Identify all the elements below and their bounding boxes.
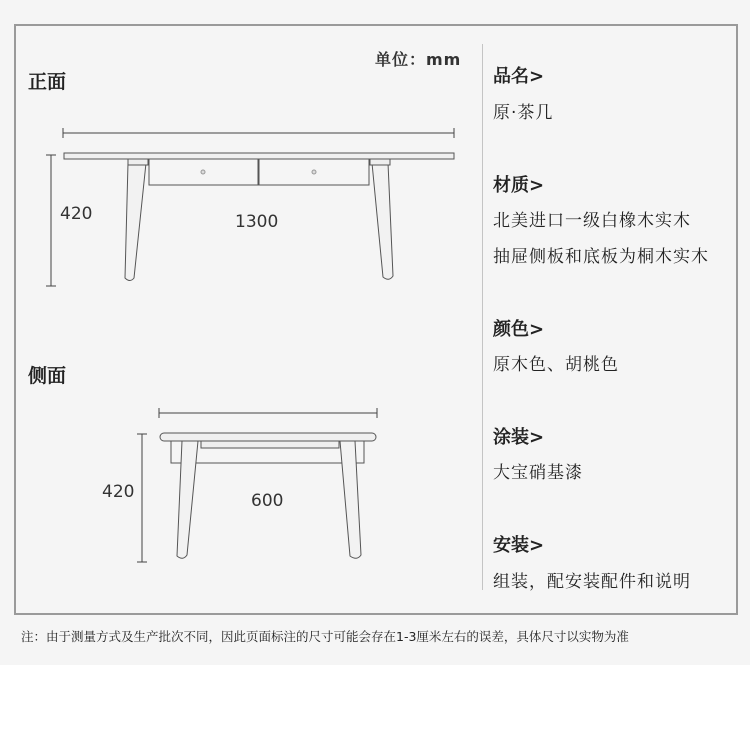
spec-heading-material: 材质>: [493, 175, 545, 196]
spec-value-finish: 大宝硝基漆: [493, 463, 583, 483]
spec-value-name: 原·茶几: [493, 103, 554, 123]
side-height-label: 420: [102, 482, 135, 502]
spec-heading-name: 品名>: [493, 66, 545, 87]
side-view-title: 侧面: [28, 365, 67, 387]
spec-value-assembly: 组装，配安装配件和说明: [493, 572, 691, 592]
footnote: 注：由于测量方式及生产批次不同，因此页面标注的尺寸可能会存在1-3厘米左右的误差，具体尺寸以实物为准: [21, 629, 629, 644]
spec-value-color: 原木色、胡桃色: [493, 355, 619, 375]
unit-label: 单位：mm: [375, 50, 462, 69]
front-view-drawing: [46, 128, 454, 286]
side-view-drawing: [137, 408, 377, 562]
spec-heading-color: 颜色>: [493, 319, 545, 340]
front-view-title: 正面: [28, 71, 67, 93]
front-length-label: 1300: [235, 212, 279, 232]
spec-heading-finish: 涂装>: [493, 427, 545, 448]
spec-value-material-1: 北美进口一级白橡木实木: [493, 211, 691, 231]
side-width-label: 600: [251, 491, 284, 511]
front-height-label: 420: [60, 204, 93, 224]
spec-heading-assembly: 安装>: [493, 535, 545, 556]
spec-value-material-2: 抽屉侧板和底板为桐木实木: [493, 247, 709, 267]
